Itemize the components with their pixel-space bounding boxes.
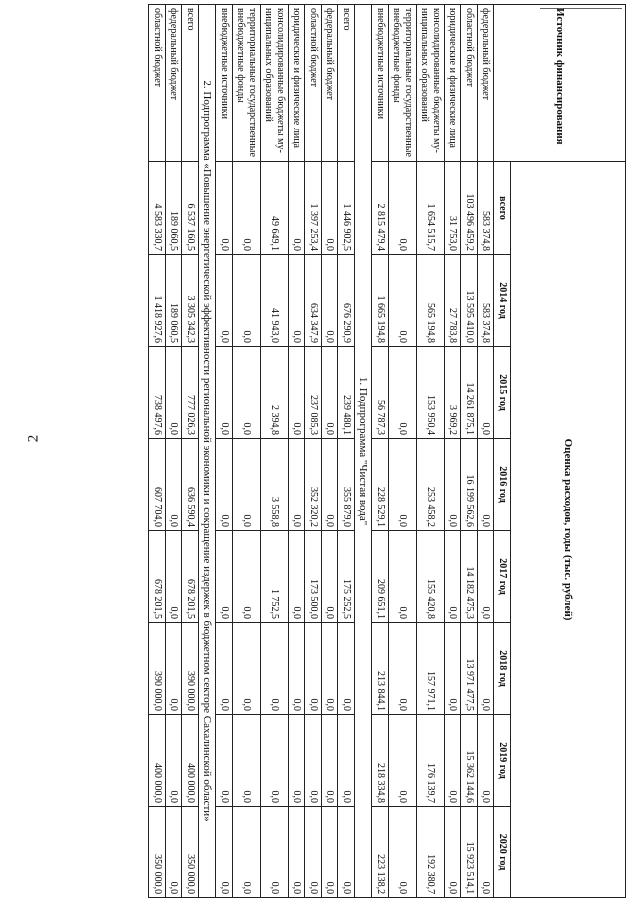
value-cell: 223 138,2 <box>372 807 389 898</box>
value-cell: 0,0 <box>165 807 182 898</box>
value-cell: 0,0 <box>338 807 355 898</box>
table-row <box>260 5 288 898</box>
value-cell: 0,0 <box>260 623 288 715</box>
row-label: всего <box>182 5 199 162</box>
row-label: федеральный бюджет <box>165 5 182 162</box>
value-cell: 15 362 144,6 <box>461 715 478 807</box>
value-cell: 0,0 <box>321 715 338 807</box>
section-title: 1. Подпрограмма "Чистая вода" <box>354 5 372 898</box>
value-cell: 0,0 <box>445 807 462 898</box>
value-cell: 56 787,3 <box>372 347 389 439</box>
value-cell: 3 558,8 <box>260 439 288 531</box>
value-cell: 0,0 <box>216 807 233 898</box>
value-cell: 0,0 <box>216 623 233 715</box>
value-cell: 0,0 <box>321 162 338 255</box>
value-cell: 2 815 479,4 <box>372 162 389 255</box>
value-cell: 15 923 514,1 <box>461 807 478 898</box>
value-cell: 0,0 <box>288 347 305 439</box>
row-label: юридические и физические лица <box>288 5 305 162</box>
value-cell: 0,0 <box>232 255 260 347</box>
value-cell: 738 497,6 <box>149 347 166 439</box>
value-cell: 565 194,8 <box>417 255 445 347</box>
value-cell: 0,0 <box>338 623 355 715</box>
year-col-header: 2017 год <box>494 531 511 623</box>
value-cell: 0,0 <box>288 807 305 898</box>
value-cell: 0,0 <box>478 439 495 531</box>
value-cell: 6 537 160,5 <box>182 162 199 255</box>
value-cell: 13 971 477,5 <box>461 623 478 715</box>
table-row <box>305 5 322 898</box>
value-cell: 157 971,1 <box>417 623 445 715</box>
value-cell: 0,0 <box>389 347 417 439</box>
row-label: юридические и физические лица <box>445 5 462 162</box>
value-cell: 0,0 <box>288 255 305 347</box>
value-cell: 253 458,2 <box>417 439 445 531</box>
value-cell: 676 290,9 <box>338 255 355 347</box>
table-row <box>389 5 417 898</box>
row-label: территориальные государственные внебюджетные фонды <box>389 5 417 162</box>
value-cell: 0,0 <box>478 807 495 898</box>
section-title: 2. Подпрограмма «Повышение энергетической эффективности региональной экономики и сокращение издержек в бюджетном секторе Сахалинской области» <box>198 5 216 898</box>
value-cell: 0,0 <box>260 715 288 807</box>
value-cell: 1 665 194,8 <box>372 255 389 347</box>
value-cell: 0,0 <box>288 531 305 623</box>
value-cell: 0,0 <box>288 623 305 715</box>
table-row <box>216 5 233 898</box>
value-cell: 350 000,0 <box>182 807 199 898</box>
value-cell: 0,0 <box>389 623 417 715</box>
year-col-header: 2020 год <box>494 807 511 898</box>
value-cell: 0,0 <box>165 439 182 531</box>
year-col-header: 2018 год <box>494 623 511 715</box>
value-cell: 0,0 <box>165 531 182 623</box>
value-cell: 4 583 330,7 <box>149 162 166 255</box>
value-cell: 0,0 <box>321 807 338 898</box>
value-cell: 103 496 459,2 <box>461 162 478 255</box>
value-cell: 31 753,0 <box>445 162 462 255</box>
value-cell: 0,0 <box>232 162 260 255</box>
value-cell: 400 000,0 <box>182 715 199 807</box>
value-cell: 3 969,2 <box>445 347 462 439</box>
year-col-header: 2014 год <box>494 255 511 347</box>
value-cell: 1 752,5 <box>260 531 288 623</box>
value-cell: 0,0 <box>445 715 462 807</box>
value-cell: 189 060,5 <box>165 162 182 255</box>
value-cell: 218 334,8 <box>372 715 389 807</box>
value-cell: 0,0 <box>260 807 288 898</box>
value-cell: 0,0 <box>216 715 233 807</box>
value-cell: 0,0 <box>321 623 338 715</box>
row-label: областной бюджет <box>305 5 322 162</box>
value-cell: 192 380,7 <box>417 807 445 898</box>
value-cell: 355 879,0 <box>338 439 355 531</box>
value-cell: 228 529,1 <box>372 439 389 531</box>
value-cell: 777 026,3 <box>182 347 199 439</box>
value-cell: 0,0 <box>288 439 305 531</box>
value-cell: 390 000,0 <box>149 623 166 715</box>
value-cell: 176 139,7 <box>417 715 445 807</box>
value-cell: 0,0 <box>338 715 355 807</box>
value-cell: 189 060,5 <box>165 255 182 347</box>
value-cell: 0,0 <box>305 715 322 807</box>
value-cell: 1 418 927,6 <box>149 255 166 347</box>
value-cell: 0,0 <box>216 347 233 439</box>
value-cell: 41 943,0 <box>260 255 288 347</box>
value-cell: 0,0 <box>389 715 417 807</box>
value-cell: 237 085,3 <box>305 347 322 439</box>
table-row <box>338 5 355 898</box>
value-cell: 49 649,1 <box>260 162 288 255</box>
row-label: областной бюджет <box>461 5 478 162</box>
value-cell: 390 000,0 <box>182 623 199 715</box>
value-cell: 0,0 <box>216 439 233 531</box>
value-cell: 213 844,1 <box>372 623 389 715</box>
value-cell: 0,0 <box>321 347 338 439</box>
source-column-header: Источник финансирования <box>494 5 626 162</box>
table-row <box>321 5 338 898</box>
value-cell: 0,0 <box>232 807 260 898</box>
year-col-header: всего <box>494 162 511 255</box>
year-col-header: 2015 год <box>494 347 511 439</box>
value-cell: 0,0 <box>232 715 260 807</box>
table-row <box>478 5 495 898</box>
row-label: консолидированные бюджеты му-ниципальных образований <box>260 5 288 162</box>
table-row <box>417 5 445 898</box>
row-label: федеральный бюджет <box>321 5 338 162</box>
value-cell: 0,0 <box>232 347 260 439</box>
row-label: федеральный бюджет <box>478 5 495 162</box>
value-cell: 0,0 <box>478 531 495 623</box>
value-cell: 0,0 <box>288 162 305 255</box>
value-cell: 1 397 253,4 <box>305 162 322 255</box>
table-row <box>149 5 166 898</box>
value-cell: 2 394,8 <box>260 347 288 439</box>
value-cell: 153 950,4 <box>417 347 445 439</box>
value-cell: 0,0 <box>288 715 305 807</box>
value-cell: 239 480,1 <box>338 347 355 439</box>
section-title-row <box>198 5 216 898</box>
value-cell: 155 420,8 <box>417 531 445 623</box>
value-cell: 636 590,4 <box>182 439 199 531</box>
value-cell: 209 651,1 <box>372 531 389 623</box>
value-cell: 0,0 <box>232 623 260 715</box>
table-row <box>372 5 389 898</box>
row-label: консолидированные бюджеты му-ниципальных образований <box>417 5 445 162</box>
value-cell: 0,0 <box>305 807 322 898</box>
value-cell: 0,0 <box>478 715 495 807</box>
value-cell: 0,0 <box>445 439 462 531</box>
row-label: внебюджетные источники <box>216 5 233 162</box>
value-cell: 0,0 <box>321 255 338 347</box>
financing-table <box>148 4 626 898</box>
value-cell: 0,0 <box>165 715 182 807</box>
financing-table-rotated <box>106 4 626 897</box>
table-row <box>445 5 462 898</box>
value-cell: 352 320,2 <box>305 439 322 531</box>
value-cell: 0,0 <box>216 531 233 623</box>
value-cell: 678 201,5 <box>149 531 166 623</box>
value-cell: 583 374,8 <box>478 255 495 347</box>
row-label: областной бюджет <box>149 5 166 162</box>
value-cell: 0,0 <box>478 347 495 439</box>
table-row <box>288 5 305 898</box>
value-cell: 634 347,9 <box>305 255 322 347</box>
value-cell: 0,0 <box>321 439 338 531</box>
value-cell: 0,0 <box>165 347 182 439</box>
value-cell: 0,0 <box>445 623 462 715</box>
value-cell: 607 704,0 <box>149 439 166 531</box>
value-cell: 3 305 342,3 <box>182 255 199 347</box>
value-cell: 27 783,8 <box>445 255 462 347</box>
row-label: всего <box>338 5 355 162</box>
value-cell: 14 261 875,1 <box>461 347 478 439</box>
value-cell: 13 595 410,0 <box>461 255 478 347</box>
section-title-row <box>354 5 372 898</box>
year-col-header: 2016 год <box>494 439 511 531</box>
table-row <box>165 5 182 898</box>
value-cell: 400 000,0 <box>149 715 166 807</box>
value-cell: 678 201,5 <box>182 531 199 623</box>
value-cell: 0,0 <box>216 162 233 255</box>
value-cell: 16 199 562,6 <box>461 439 478 531</box>
value-cell: 350 000,0 <box>149 807 166 898</box>
table-row <box>461 5 478 898</box>
value-cell: 0,0 <box>305 623 322 715</box>
value-cell: 175 252,5 <box>338 531 355 623</box>
value-cell: 583 374,8 <box>478 162 495 255</box>
value-cell: 0,0 <box>216 255 233 347</box>
value-cell: 0,0 <box>389 439 417 531</box>
value-cell: 0,0 <box>389 531 417 623</box>
value-cell: 0,0 <box>389 807 417 898</box>
value-cell: 0,0 <box>389 162 417 255</box>
value-cell: 0,0 <box>445 531 462 623</box>
value-cell: 0,0 <box>232 439 260 531</box>
value-cell: 0,0 <box>165 623 182 715</box>
page-number: 2 <box>25 434 42 443</box>
value-cell: 0,0 <box>321 531 338 623</box>
value-cell: 0,0 <box>478 623 495 715</box>
table-row <box>182 5 199 898</box>
value-cell: 173 500,0 <box>305 531 322 623</box>
value-cell: 1 654 515,7 <box>417 162 445 255</box>
value-cell: 0,0 <box>232 531 260 623</box>
row-label: внебюджетные источники <box>372 5 389 162</box>
estimate-header: Оценка расходов, годы (тыс. рублей) <box>511 162 626 898</box>
value-cell: 14 182 475,3 <box>461 531 478 623</box>
table-row <box>232 5 260 898</box>
value-cell: 0,0 <box>389 255 417 347</box>
row-label: территориальные государственные внебюджетные фонды <box>232 5 260 162</box>
value-cell: 1 446 902,5 <box>338 162 355 255</box>
year-col-header: 2019 год <box>494 715 511 807</box>
